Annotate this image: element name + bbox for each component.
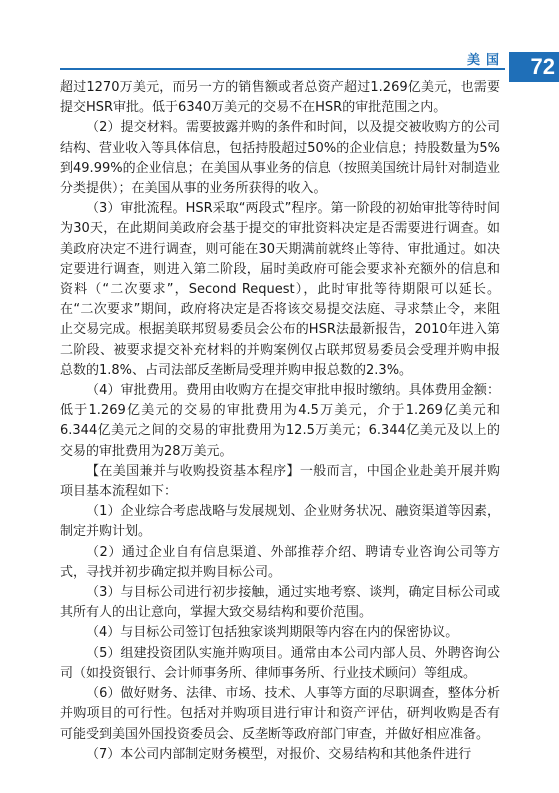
paragraph-review-process: （3）审批流程。HSR采取“两段式”程序。第一阶段的初始审批等待时间为30天，在此期间美政府会基于提交的审批资料决定是否需要进行调查。如美政府决定不进行调查，则可能在30天期满前就终止等待、审批通过。如决定要进行调查，则进入第二阶段，届时美政府可能会要求补充额外的信息和资料（“二次要求”，Second Request），此时审批等待期限可以延长。在“二次要求”期间，政府将决定是否将该交易提交法庭、寻求禁止令，来阻止交易完成。根据美联邦贸易委员会公布的HSR法最新报告，2010年进入第二阶段、被要求提交补充材料的并购案例仅占联邦贸易委员会受理并购申报总数的1.8%、占司法部反垄断局受理并购申报总数的2.3%。 xyxy=(60,201,500,378)
paragraph-hsr-threshold-cont: 超过1270万美元，而另一方的销售额或者总资产超过1.269亿美元，也需要提交HSR审批。低于6340万美元的交易不在HSR的审批范围之内。 xyxy=(60,80,500,116)
running-header-country: 美国 xyxy=(466,53,505,68)
paragraph-step-4: （4）与目标公司签订包括独家谈判期限等内容在内的保密协议。 xyxy=(86,625,459,641)
paragraph-ma-procedure-intro: 【在美国兼并与收购投资基本程序】一般而言，中国企业赴美开展并购项目基本流程如下： xyxy=(60,463,500,500)
header-rule xyxy=(60,68,505,70)
page-number: 72 xyxy=(530,54,555,79)
paragraph-step-2: （2）通过企业自有信息渠道、外部推荐介绍、聘请专业咨询公司等方式，寻找并初步确定拟并购目标公司。 xyxy=(60,544,500,580)
paragraph-step-1: （1）企业综合考虑战略与发展规划、企业财务状况、融资渠道等因素，制定并购计划。 xyxy=(60,504,500,540)
paragraph-submission-materials: （2）提交材料。需要披露并购的条件和时间，以及提交被收购方的公司结构、营业收入等具体信息，包括持股超过50%的企业信息；持股数量为5%到49.99%的企业信息；在美国从事业务的信息（按照美国统计局针对制造业分类提供）；在美国从事的业务所获得的收入。 xyxy=(60,120,500,197)
paragraph-review-fees: （4）审批费用。费用由收购方在提交审批申报时缴纳。具体费用金额：低于1.269亿美元的交易的审批费用为4.5万美元，介于1.269亿美元和6.344亿美元之间的交易的审批费用为12.5万美元；6.344亿美元及以上的交易的审批费用为28万美元。 xyxy=(60,383,500,459)
body-text xyxy=(60,78,500,765)
paragraph-step-6: （6）做好财务、法律、市场、技术、人事等方面的尽职调查，整体分析并购项目的可行性。包括对并购项目进行审计和资产评估，研判收购是否有可能受到美国外国投资委员会、反垄断等政府部门审查，并做好相应准备。 xyxy=(60,686,500,742)
paragraph-step-5: （5）组建投资团队实施并购项目。通常由本公司内部人员、外聘咨询公司（如投资银行、会计师事务所、律师事务所、行业技术顾问）等组成。 xyxy=(60,645,500,681)
page-header xyxy=(0,0,559,79)
paragraph-step-7: （7）本公司内部制定财务模型，对报价、交易结构和其他条件进行 xyxy=(86,746,472,762)
paragraph-step-3: （3）与目标公司进行初步接触，通过实地考察、谈判，确定目标公司或其所有人的出让意向，掌握大致交易结构和要价范围。 xyxy=(60,585,500,621)
